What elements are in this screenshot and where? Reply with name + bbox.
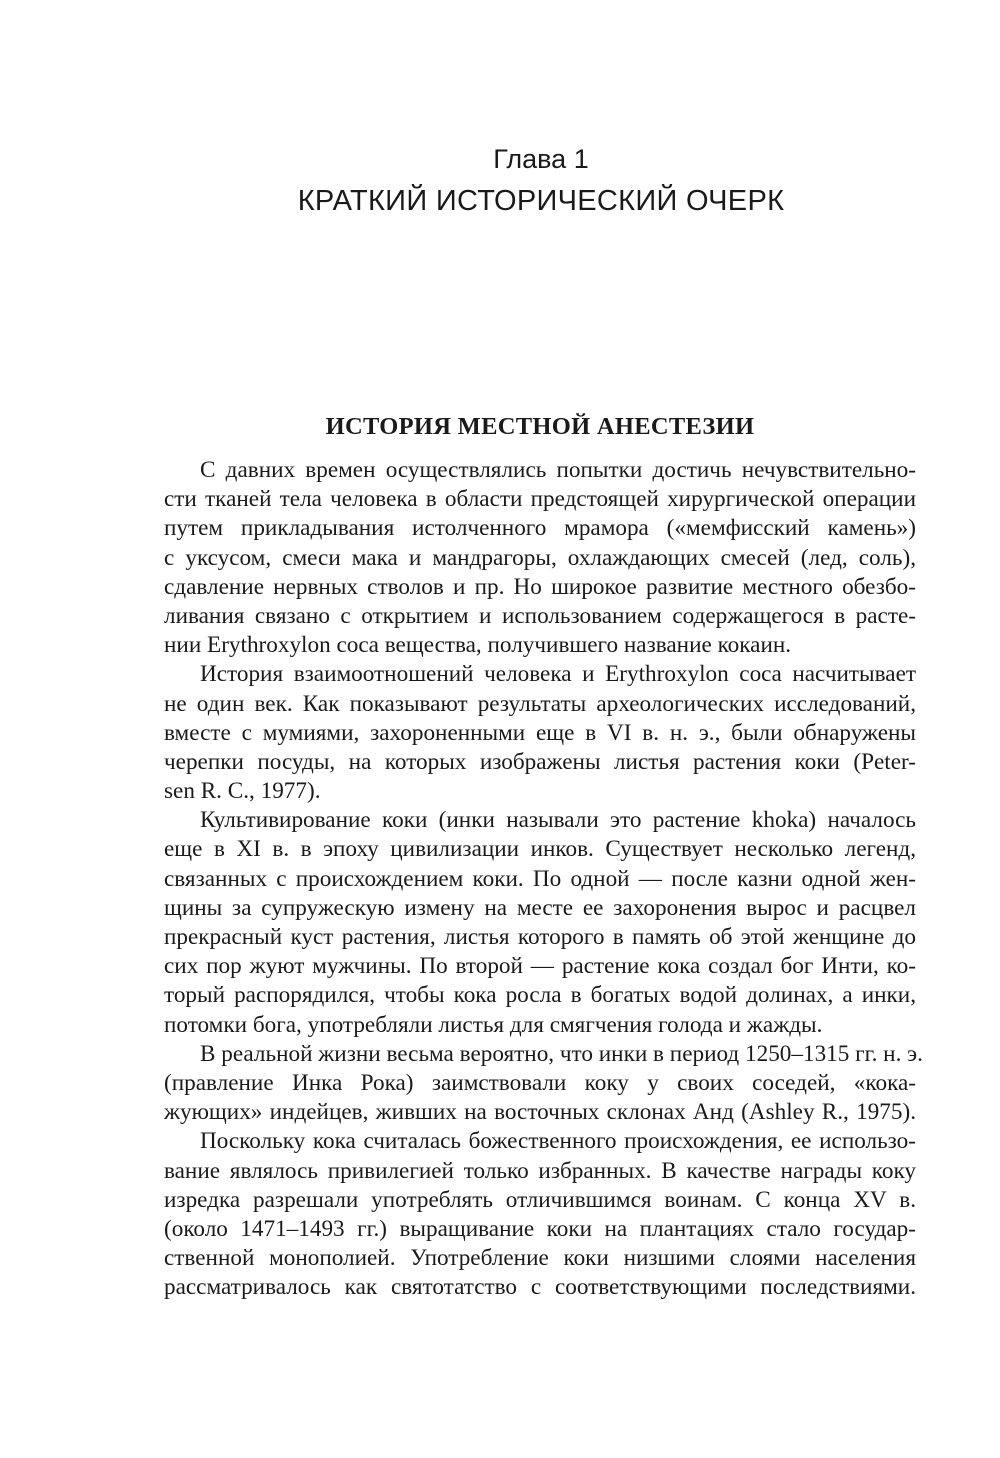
text-line: черепки посуды, на которых изображены листья растения коки (Peter- xyxy=(164,748,916,775)
text-line: (правление Инка Рока) заимствовали коку у своих соседей, «кока- xyxy=(164,1069,916,1096)
chapter-label: Глава 1 xyxy=(493,144,589,174)
text-line: сих пор жуют мужчины. По второй — растение кока создал бог Инти, ко- xyxy=(164,953,916,980)
text-line: еще в XI в. в эпоху цивилизации инков. Существует несколько легенд, xyxy=(164,836,916,863)
text-line: ливания связано с открытием и использованием содержащегося в расте- xyxy=(164,602,916,629)
text-line: рассматривалось как святотатство с соответствующими последствиями. xyxy=(164,1274,916,1301)
body-text xyxy=(164,456,923,1302)
text-line: не один век. Как показывают результаты археологических исследований, xyxy=(164,690,916,717)
text-line: Поскольку кока считалась божественного происхождения, ее использо- xyxy=(200,1128,916,1155)
text-line: ственной монополией. Употребление коки низшими слоями населения xyxy=(164,1245,916,1272)
text-line: прекрасный куст растения, листья которого в память об этой женщине до xyxy=(164,924,916,950)
paragraph-5 xyxy=(164,1127,916,1302)
text-line: щины за супружескую измену на месте ее захоронения вырос и расцвел xyxy=(164,894,916,921)
text-line: История взаимоотношений человека и Erythroxylon coca насчитывает xyxy=(200,661,916,688)
text-line: нии Erythroxylon coca вещества, получившего название кокаин. xyxy=(164,632,792,659)
text-line: жующих» индейцев, живших на восточных склонах Анд (Ashley R., 1975). xyxy=(164,1099,916,1126)
chapter-title: КРАТКИЙ ИСТОРИЧЕСКИЙ ОЧЕРК xyxy=(297,185,785,217)
text-line: связанных с происхождением коки. По одной — после казни одной жен- xyxy=(164,865,916,892)
text-line: sen R. C., 1977). xyxy=(164,778,321,805)
paragraph-4 xyxy=(164,1040,923,1128)
text-line: потомки бога, употребляли листья для смягчения голода и жажды. xyxy=(164,1011,823,1038)
text-line: вание являлось привилегией только избранных. В качестве награды коку xyxy=(164,1157,916,1184)
section-title: ИСТОРИЯ МЕСТНОЙ АНЕСТЕЗИИ xyxy=(325,413,755,440)
text-line: сдавление нервных стволов и пр. Но широкое развитие местного обезбо- xyxy=(164,573,916,600)
text-line: (около 1471–1493 гг.) выращивание коки на плантациях стало государ- xyxy=(164,1215,916,1242)
text-line: изредка разрешали употреблять отличившимся воинам. С конца XV в. xyxy=(164,1186,916,1213)
text-line: путем прикладывания истолченного мрамора («мемфисский камень») xyxy=(164,515,916,542)
text-line: вместе с мумиями, захороненными еще в VI в. н. э., были обнаружены xyxy=(164,719,916,746)
paragraph-2 xyxy=(164,660,916,806)
text-line: Культивирование коки (инки называли это растение khoka) началось xyxy=(200,807,916,834)
text-line: торый распорядился, чтобы кока росла в богатых водой долинах, а инки, xyxy=(164,982,916,1009)
text-line: В реальной жизни весьма вероятно, что инки в период 1250–1315 гг. н. э. xyxy=(200,1040,923,1067)
text-line: с уксусом, смеси мака и мандрагоры, охлаждающих смесей (лед, соль), xyxy=(164,544,916,571)
paragraph-3 xyxy=(164,806,916,1040)
text-line: сти тканей тела человека в области предстоящей хирургической операции xyxy=(164,486,916,513)
paragraph-1 xyxy=(164,456,916,660)
text-line: С давних времен осуществлялись попытки достичь нечувствительно- xyxy=(200,457,916,483)
